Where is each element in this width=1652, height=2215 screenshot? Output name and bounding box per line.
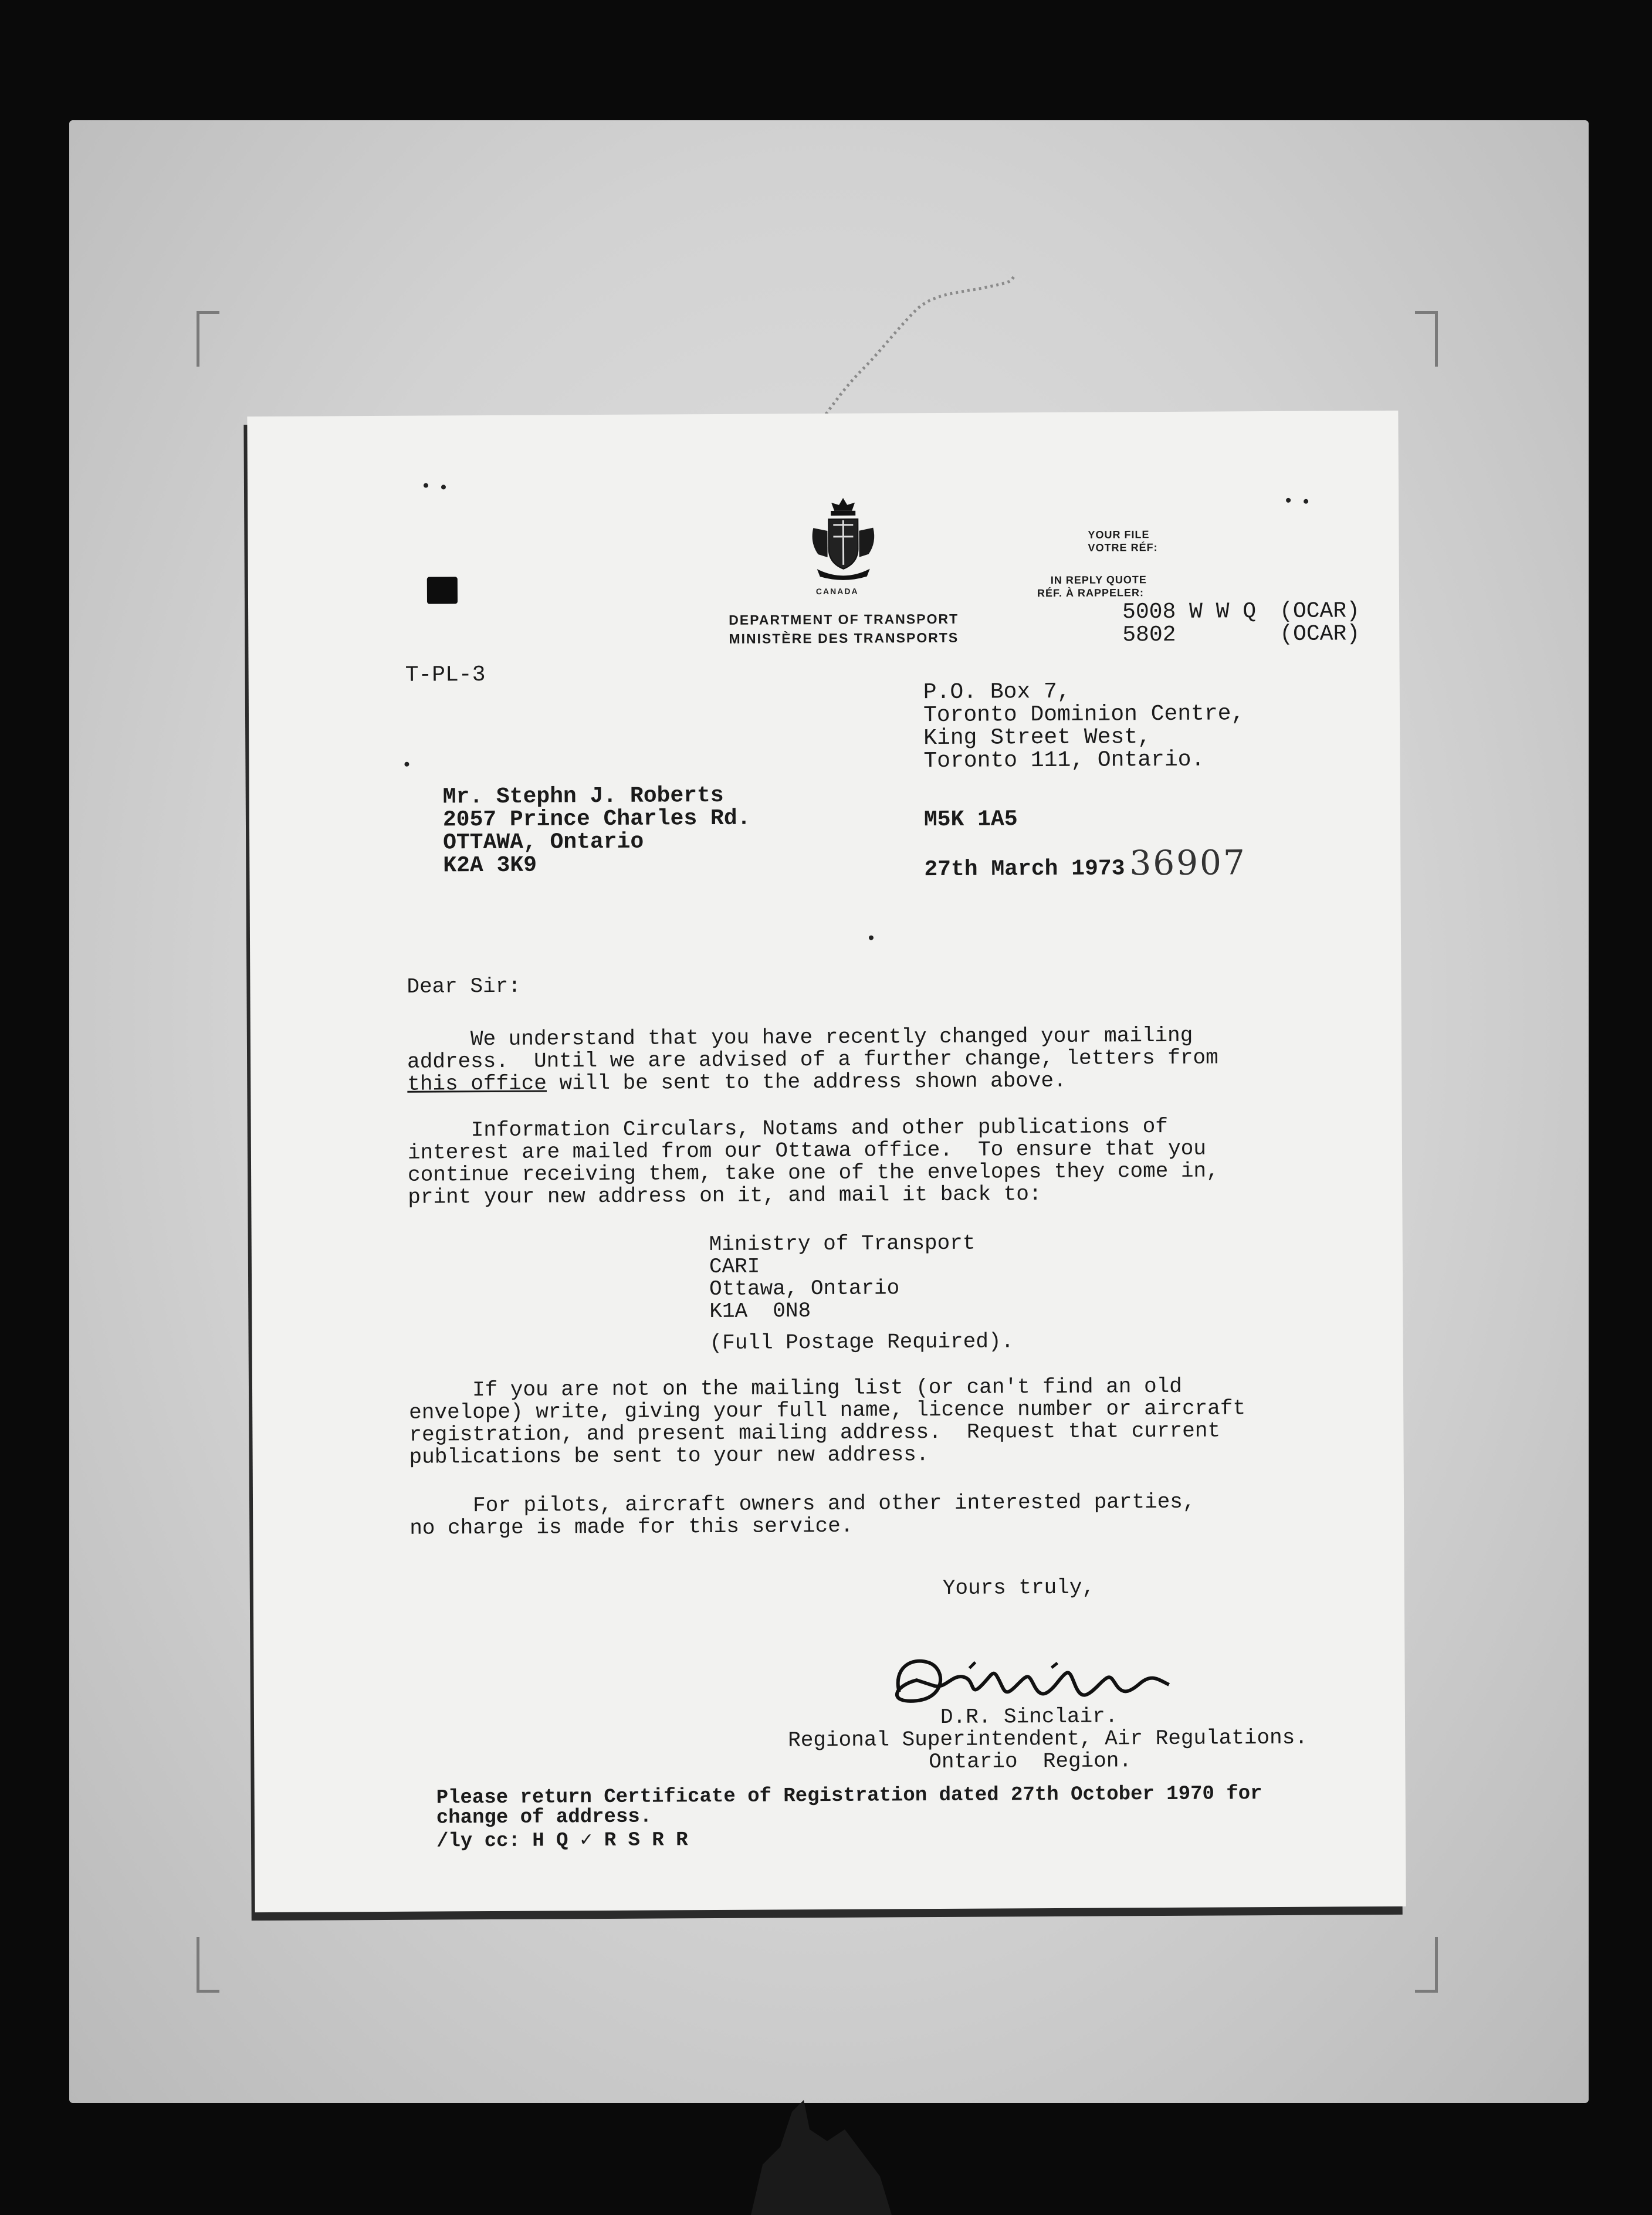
paragraph-line: print your new address on it, and mail it back to: (408, 1182, 1042, 1210)
cc-line: /ly cc: H Q ✓ R S R R (436, 1829, 688, 1853)
paragraph-line: no charge is made for this service. (409, 1513, 854, 1540)
reply-quote-label-en: IN REPLY QUOTE (1050, 574, 1147, 586)
stray-dot-2 (404, 762, 409, 767)
hole-mark-left-2 (441, 485, 446, 489)
paragraph-line: We understand that you have recently changed your mailing (407, 1023, 1193, 1052)
footnote-line: change of address. (436, 1806, 652, 1830)
letterhead-country: CANADA (815, 586, 859, 597)
return-address-line: K1A 0N8 (709, 1299, 811, 1324)
letter-date: 27th March 1973 (924, 856, 1125, 883)
recipient-line: K2A 3K9 (443, 852, 537, 879)
crop-mark-bottom-right (1415, 1937, 1438, 1993)
hole-mark-left (424, 483, 428, 488)
paragraph-line: If you are not on the mailing list (or can't find an old (408, 1374, 1182, 1403)
crop-mark-top-right (1415, 311, 1438, 367)
paragraph-line: envelope) write, giving your full name, licence number or aircraft (409, 1396, 1246, 1425)
signatory-line: Ontario Region. (929, 1749, 1132, 1774)
salutation: Dear Sir: (407, 974, 521, 999)
canada-coat-of-arms-icon (805, 495, 882, 584)
letter-sheet (247, 411, 1406, 1912)
stamped-number: 36907 (1129, 842, 1247, 883)
department-name-en: DEPARTMENT OF TRANSPORT (729, 611, 959, 628)
paragraph-line: Information Circulars, Notams and other publications of (407, 1114, 1169, 1143)
underlined-phrase: this office (407, 1071, 547, 1096)
postage-note: (Full Postage Required). (709, 1329, 1014, 1356)
sender-address-line: King Street West, (923, 724, 1152, 751)
recipient-line: Mr. Stephn J. Roberts (442, 783, 724, 810)
paragraph-line: continue receiving them, take one of the envelopes they come in, (408, 1159, 1219, 1187)
paragraph-line-rest: will be sent to the address shown above. (546, 1068, 1067, 1096)
crop-mark-top-left (197, 311, 219, 367)
reply-reference-1: 5008 W W Q (1122, 599, 1257, 625)
your-file-label-fr: VOTRE RÉF: (1088, 541, 1158, 554)
reply-code-2: (OCAR) (1279, 621, 1360, 647)
stray-dot (869, 936, 874, 940)
pencil-scribble-mark (810, 258, 1021, 434)
crop-mark-bottom-left (197, 1937, 219, 1993)
closing: Yours truly, (942, 1575, 1095, 1600)
sender-address-line: Toronto 111, Ontario. (923, 747, 1205, 774)
paragraph-line: For pilots, aircraft owners and other interested parties, (409, 1489, 1196, 1518)
reply-reference-2: 5802 (1122, 622, 1176, 648)
recipient-line: 2057 Prince Charles Rd. (442, 805, 751, 833)
staple-mark (427, 577, 458, 604)
sender-address-line: P.O. Box 7, (923, 679, 1071, 706)
recipient-line: OTTAWA, Ontario (443, 829, 644, 856)
paragraph-line: registration, and present mailing address. Request that current (409, 1418, 1221, 1447)
reply-code-1: (OCAR) (1279, 598, 1360, 624)
sender-postal-code: M5K 1A5 (923, 807, 1018, 833)
paragraph-line: publications be sent to your new address. (409, 1442, 929, 1469)
department-name-fr: MINISTÈRE DES TRANSPORTS (729, 629, 959, 646)
reply-quote-label-fr: RÉF. À RAPPELER: (1037, 587, 1145, 600)
paragraph-line (407, 1070, 1067, 1096)
ink-blot-mark (727, 2077, 903, 2215)
sender-address-line: Toronto Dominion Centre, (923, 701, 1245, 729)
paragraph-line: interest are mailed from our Ottawa office. To ensure that you (407, 1136, 1207, 1165)
footnote-line: Please return Certificate of Registration dated 27th October 1970 for (436, 1783, 1262, 1810)
return-address-line: Ottawa, Ontario (709, 1276, 900, 1302)
signatory-line: Regional Superintendent, Air Regulations. (788, 1725, 1308, 1753)
hole-mark-right-2 (1304, 499, 1308, 504)
return-address-line: CARI (709, 1254, 760, 1279)
your-file-label-en: YOUR FILE (1088, 529, 1150, 541)
return-address-line: Ministry of Transport (709, 1231, 976, 1257)
hole-mark-right (1286, 498, 1291, 503)
paragraph-line: address. Until we are advised of a further change, letters from (407, 1045, 1218, 1074)
form-code: T-PL-3 (405, 662, 486, 688)
signatory-line: D.R. Sinclair. (940, 1704, 1118, 1729)
